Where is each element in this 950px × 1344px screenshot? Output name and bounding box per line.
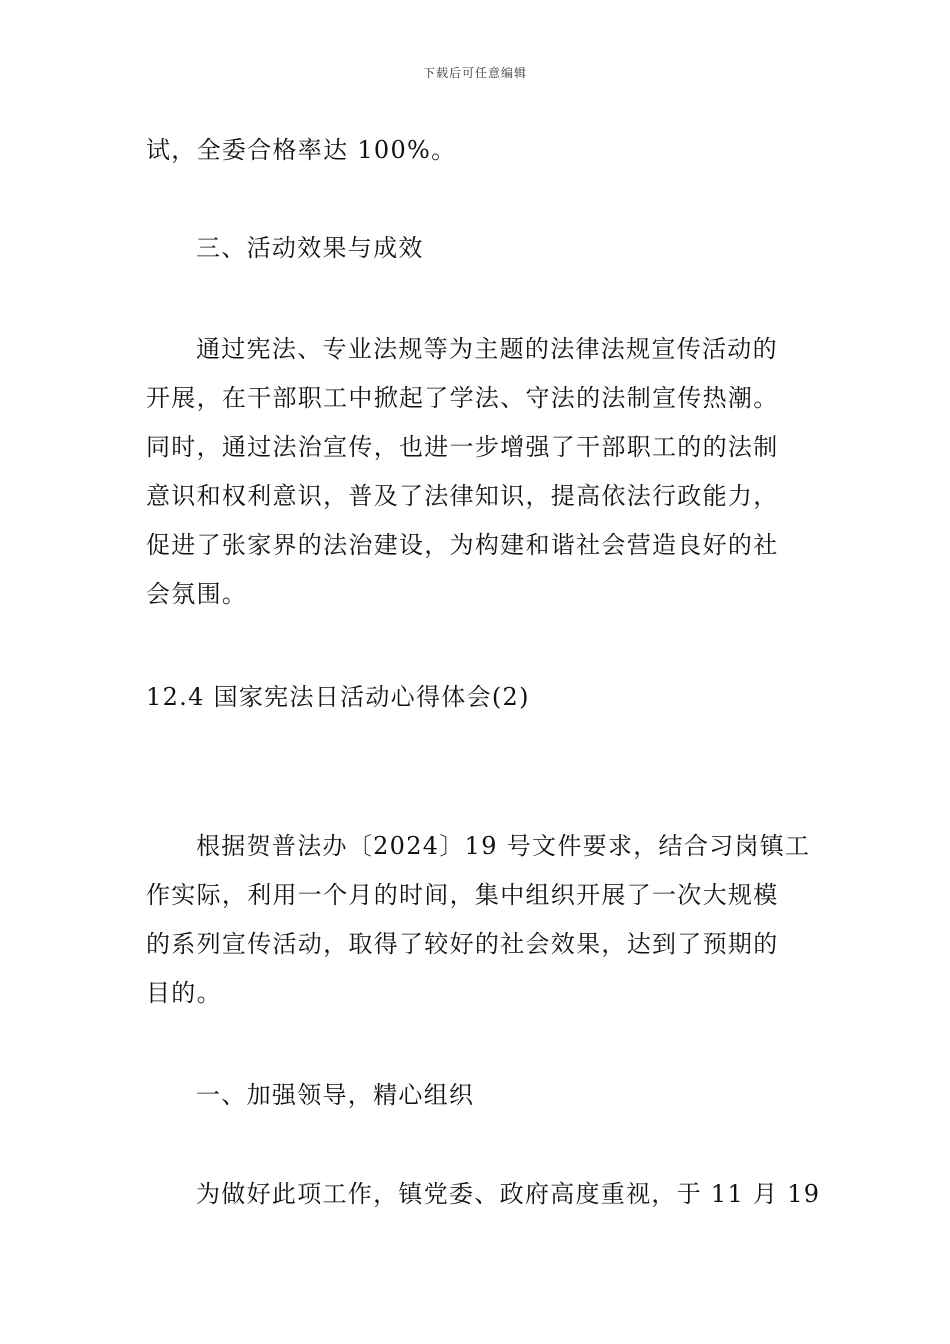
body-line: 的系列宣传活动，取得了较好的社会效果，达到了预期的 <box>146 930 779 958</box>
body-line: 作实际，利用一个月的时间，集中组织开展了一次大规模 <box>146 881 779 909</box>
body-line: 同时，通过法治宣传，也进一步增强了干部职工的的法制 <box>146 433 779 461</box>
page-header: 下载后可任意编辑 <box>422 66 527 80</box>
section-heading: 一、加强领导，精心组织 <box>196 1081 475 1109</box>
body-line: 促进了张家界的法治建设，为构建和谐社会营造良好的社 <box>146 531 779 559</box>
body-line: 意识和权利意识，普及了法律知识，提高依法行政能力， <box>146 482 779 510</box>
body-line: 会氛围。 <box>146 580 248 608</box>
body-line: 为做好此项工作，镇党委、政府高度重视，于 11 月 19 <box>196 1180 821 1208</box>
body-line: 根据贺普法办〔2024〕19 号文件要求，结合习岗镇工 <box>196 832 811 860</box>
section-heading: 三、活动效果与成效 <box>196 234 424 262</box>
body-line: 开展，在干部职工中掀起了学法、守法的法制宣传热潮。 <box>146 384 779 412</box>
body-line: 通过宪法、专业法规等为主题的法律法规宣传活动的 <box>196 335 778 363</box>
body-line: 试，全委合格率达 100%。 <box>146 136 457 164</box>
body-line: 目的。 <box>146 979 222 1007</box>
article-title: 12.4 国家宪法日活动心得体会(2) <box>146 683 530 711</box>
